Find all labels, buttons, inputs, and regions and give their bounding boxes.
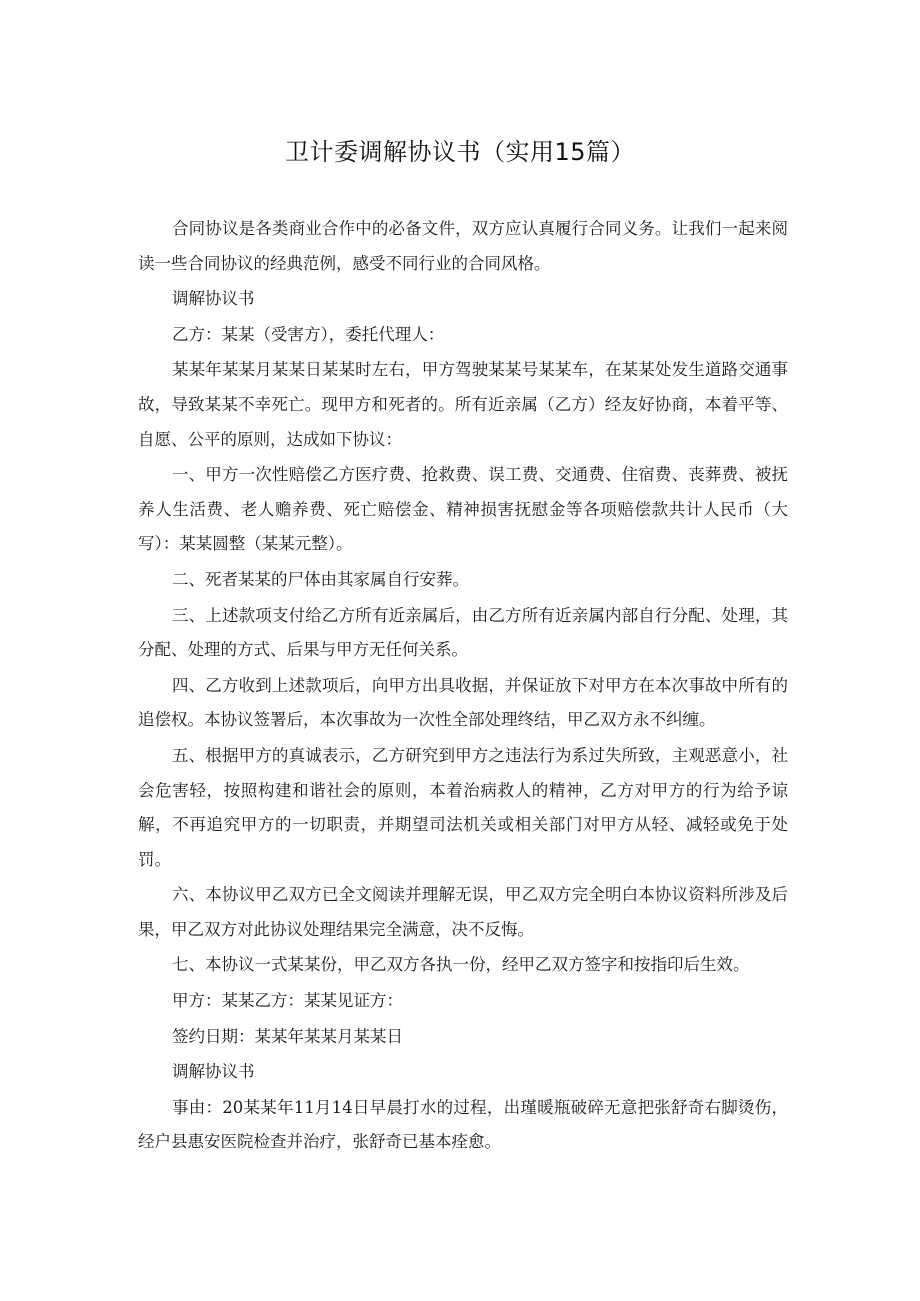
clause-6: 六、本协议甲乙双方已全文阅读并理解无误，甲乙双方完全明白本协议资料所涉及后果，甲乙双方对此协议处理结果完全满意，决不反悔。 [138, 885, 788, 939]
section-heading: 调解协议书 [172, 289, 255, 309]
document-body [138, 212, 788, 1161]
clause-5: 五、根据甲方的真诚表示，乙方研究到甲方之违法行为系过失所致，主观恶意小，社会危害轻，按照构建和谐社会的原则，本着治病救人的精神，乙方对甲方的行为给予谅解，不再追究甲方的一切职责，并期望司法机关或相关部门对甲方从轻、减轻或免于处罚。 [138, 745, 788, 869]
clause-1: 一、甲方一次性赔偿乙方医疗费、抢救费、误工费、交通费、住宿费、丧葬费、被抚养人生活费、老人赡养费、死亡赔偿金、精神损害抚慰金等各项赔偿款共计人民币（大写）：某某圆整（某某元整）。 [138, 465, 788, 554]
clause-3: 三、上述款项支付给乙方所有近亲属后，由乙方所有近亲属内部自行分配、处理，其分配、处理的方式、后果与甲方无任何关系。 [138, 605, 788, 660]
signing-date: 签约日期：某某年某某月某某日 [172, 1026, 403, 1046]
cause-paragraph: 事由：20某某年11月14日早晨打水的过程，出瑾暖瓶破碎无意把张舒奇右脚烫伤，经户县惠安医院检查并治疗，张舒奇已基本痊愈。 [138, 1097, 788, 1152]
clause-4: 四、乙方收到上述款项后，向甲方出具收据，并保证放下对甲方在本次事故中所有的追偿权。本协议签署后，本次事故为一次性全部处理终结，甲乙双方永不纠缠。 [138, 675, 788, 730]
document-title: 卫计委调解协议书（实用15篇） [284, 138, 636, 166]
party-b-line: 乙方：某某（受害方），委托代理人： [172, 324, 445, 344]
signature-line: 甲方：某某乙方：某某见证方： [172, 991, 403, 1011]
clause-2: 二、死者某某的尸体由其家属自行安葬。 [172, 569, 469, 589]
section-heading-2: 调解协议书 [172, 1062, 255, 1082]
clause-7: 七、本协议一式某某份，甲乙双方各执一份，经甲乙双方签字和按指印后生效。 [172, 955, 750, 975]
intro-paragraph: 合同协议是各类商业合作中的必备文件，双方应认真履行合同义务。让我们一起来阅读一些合同协议的经典范例，感受不同行业的合同风格。 [138, 219, 788, 273]
incident-paragraph: 某某年某某月某某日某某时左右，甲方驾驶某某号某某车，在某某处发生道路交通事故，导致某某不幸死亡。现甲方和死者的。所有近亲属（乙方）经友好协商，本着平等、自愿、公平的原则，达成如下协议： [138, 360, 788, 449]
